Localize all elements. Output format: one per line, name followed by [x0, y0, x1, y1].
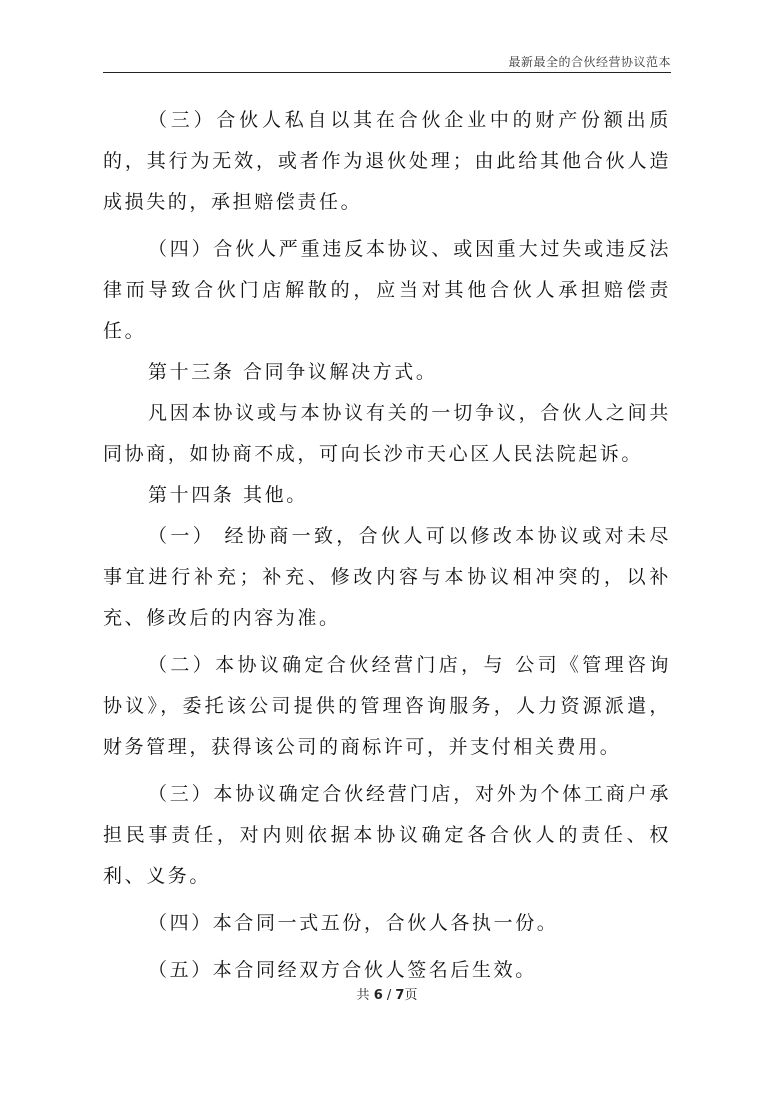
- clause-paragraph: （三）本协议确定合伙经营门店，对外为个体工商户承担民事责任，对内则依据本协议确定各合伙人的责任、权利、义务。: [103, 783, 671, 887]
- clause-paragraph: 凡因本协议或与本协议有关的一切争议，合伙人之间共同协商，如协商不成，可向长沙市天心区人民法院起诉。: [103, 402, 671, 465]
- page-footer: [0, 984, 774, 1003]
- article-heading: 第十三条 合同争议解决方式。: [148, 361, 438, 383]
- article-heading: 第十四条 其他。: [148, 484, 308, 506]
- footer-prefix: 共: [356, 988, 370, 1003]
- clause-paragraph: （四）本合同一式五份，合伙人各执一份。: [148, 912, 559, 934]
- running-header: 最新最全的合伙经营协议范本: [508, 55, 671, 69]
- header-rule: [103, 72, 671, 73]
- document-body: [103, 100, 671, 991]
- current-page-number: 6: [373, 988, 383, 1003]
- clause-paragraph: （一） 经协商一致，合伙人可以修改本协议或对未尽事宜进行补充；补充、修改内容与本协议相冲突的，以补充、修改后的内容为准。: [103, 525, 671, 629]
- footer-suffix: 页: [404, 988, 418, 1003]
- clause-paragraph: （四）合伙人严重违反本协议、或因重大过失或违反法律而导致合伙门店解散的，应当对其他合伙人承担赔偿责任。: [103, 238, 671, 342]
- clause-paragraph: （二）本协议确定合伙经营门店，与 公司《管理咨询协议》，委托该公司提供的管理咨询服务，人力资源派遣，财务管理，获得该公司的商标许可，并支付相关费用。: [103, 654, 671, 758]
- clause-paragraph: （三）合伙人私自以其在合伙企业中的财产份额出质的，其行为无效，或者作为退伙处理；由此给其他合伙人造成损失的，承担赔偿责任。: [103, 109, 671, 213]
- clause-paragraph: （五）本合同经双方合伙人签名后生效。: [148, 959, 537, 981]
- total-pages-number: 7: [395, 988, 405, 1003]
- footer-separator: /: [386, 988, 392, 1003]
